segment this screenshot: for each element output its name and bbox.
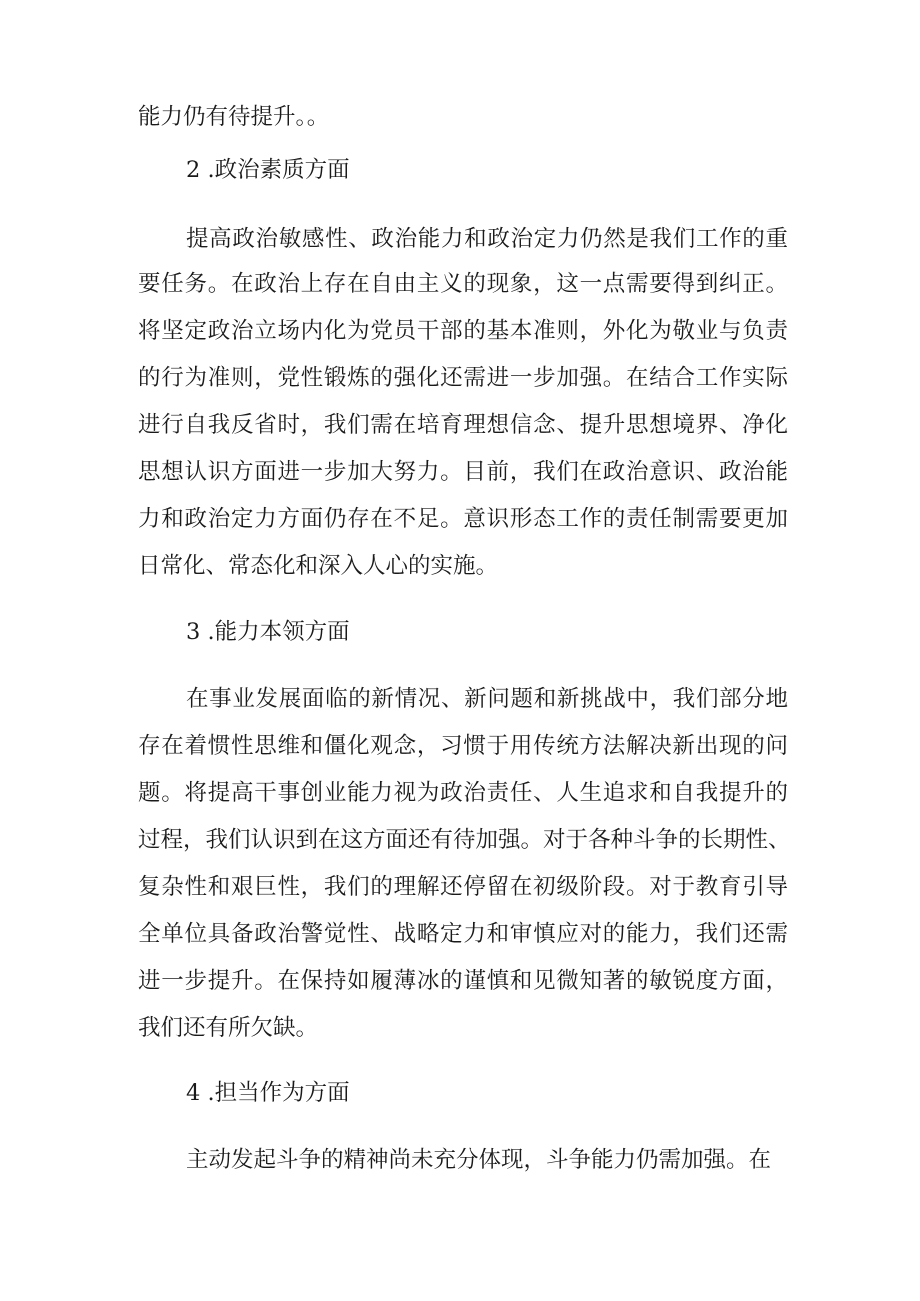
paragraph-line: 全单位具备政治警觉性、战略定力和审慎应对的能力，我们还需	[138, 921, 788, 947]
paragraph-line: 在事业发展面临的新情况、新问题和新挑战中，我们部分地	[186, 686, 788, 712]
paragraph-line: 日常化、常态化和深入人心的实施。	[138, 553, 499, 579]
paragraph-line: 题。将提高干事创业能力视为政治责任、人生追求和自我提升的	[138, 780, 788, 806]
paragraph-line: 存在着惯性思维和僵化观念，习惯于用传统方法解决新出现的问	[138, 733, 788, 759]
paragraph-line: 将坚定政治立场内化为党员干部的基本准则，外化为敬业与负责	[138, 318, 788, 344]
paragraph-line: 过程，我们认识到在这方面还有待加强。对于各种斗争的长期性、	[138, 827, 791, 853]
intro-line: 能力仍有待提升。。	[138, 104, 330, 130]
paragraph-line: 力和政治定力方面仍存在不足。意识形态工作的责任制需要更加	[138, 506, 788, 532]
paragraph-line: 进行自我反省时，我们需在培育理想信念、提升思想境界、净化	[138, 412, 788, 438]
paragraph-line: 的行为准则，党性锻炼的强化还需进一步加强。在结合工作实际	[138, 365, 788, 391]
paragraph-line: 复杂性和艰巨性，我们的理解还停留在初级阶段。对于教育引导	[138, 874, 788, 900]
section-heading-responsibility: 4 .担当作为方面	[186, 1080, 350, 1106]
paragraph-line: 要任务。在政治上存在自由主义的现象，这一点需要得到纠正。	[138, 271, 788, 297]
paragraph-line: 思想认识方面进一步加大努力。目前，我们在政治意识、政治能	[138, 459, 788, 485]
paragraph-line: 主动发起斗争的精神尚未充分体现，斗争能力仍需加强。在	[186, 1147, 772, 1173]
paragraph-line: 我们还有所欠缺。	[138, 1015, 319, 1041]
section-heading-ability: 3 .能力本领方面	[186, 619, 350, 645]
paragraph-line: 进一步提升。在保持如履薄冰的谨慎和见微知著的敏锐度方面，	[138, 968, 788, 994]
section-heading-political-quality: 2 .政治素质方面	[186, 157, 350, 183]
paragraph-line: 提高政治敏感性、政治能力和政治定力仍然是我们工作的重	[186, 226, 788, 252]
